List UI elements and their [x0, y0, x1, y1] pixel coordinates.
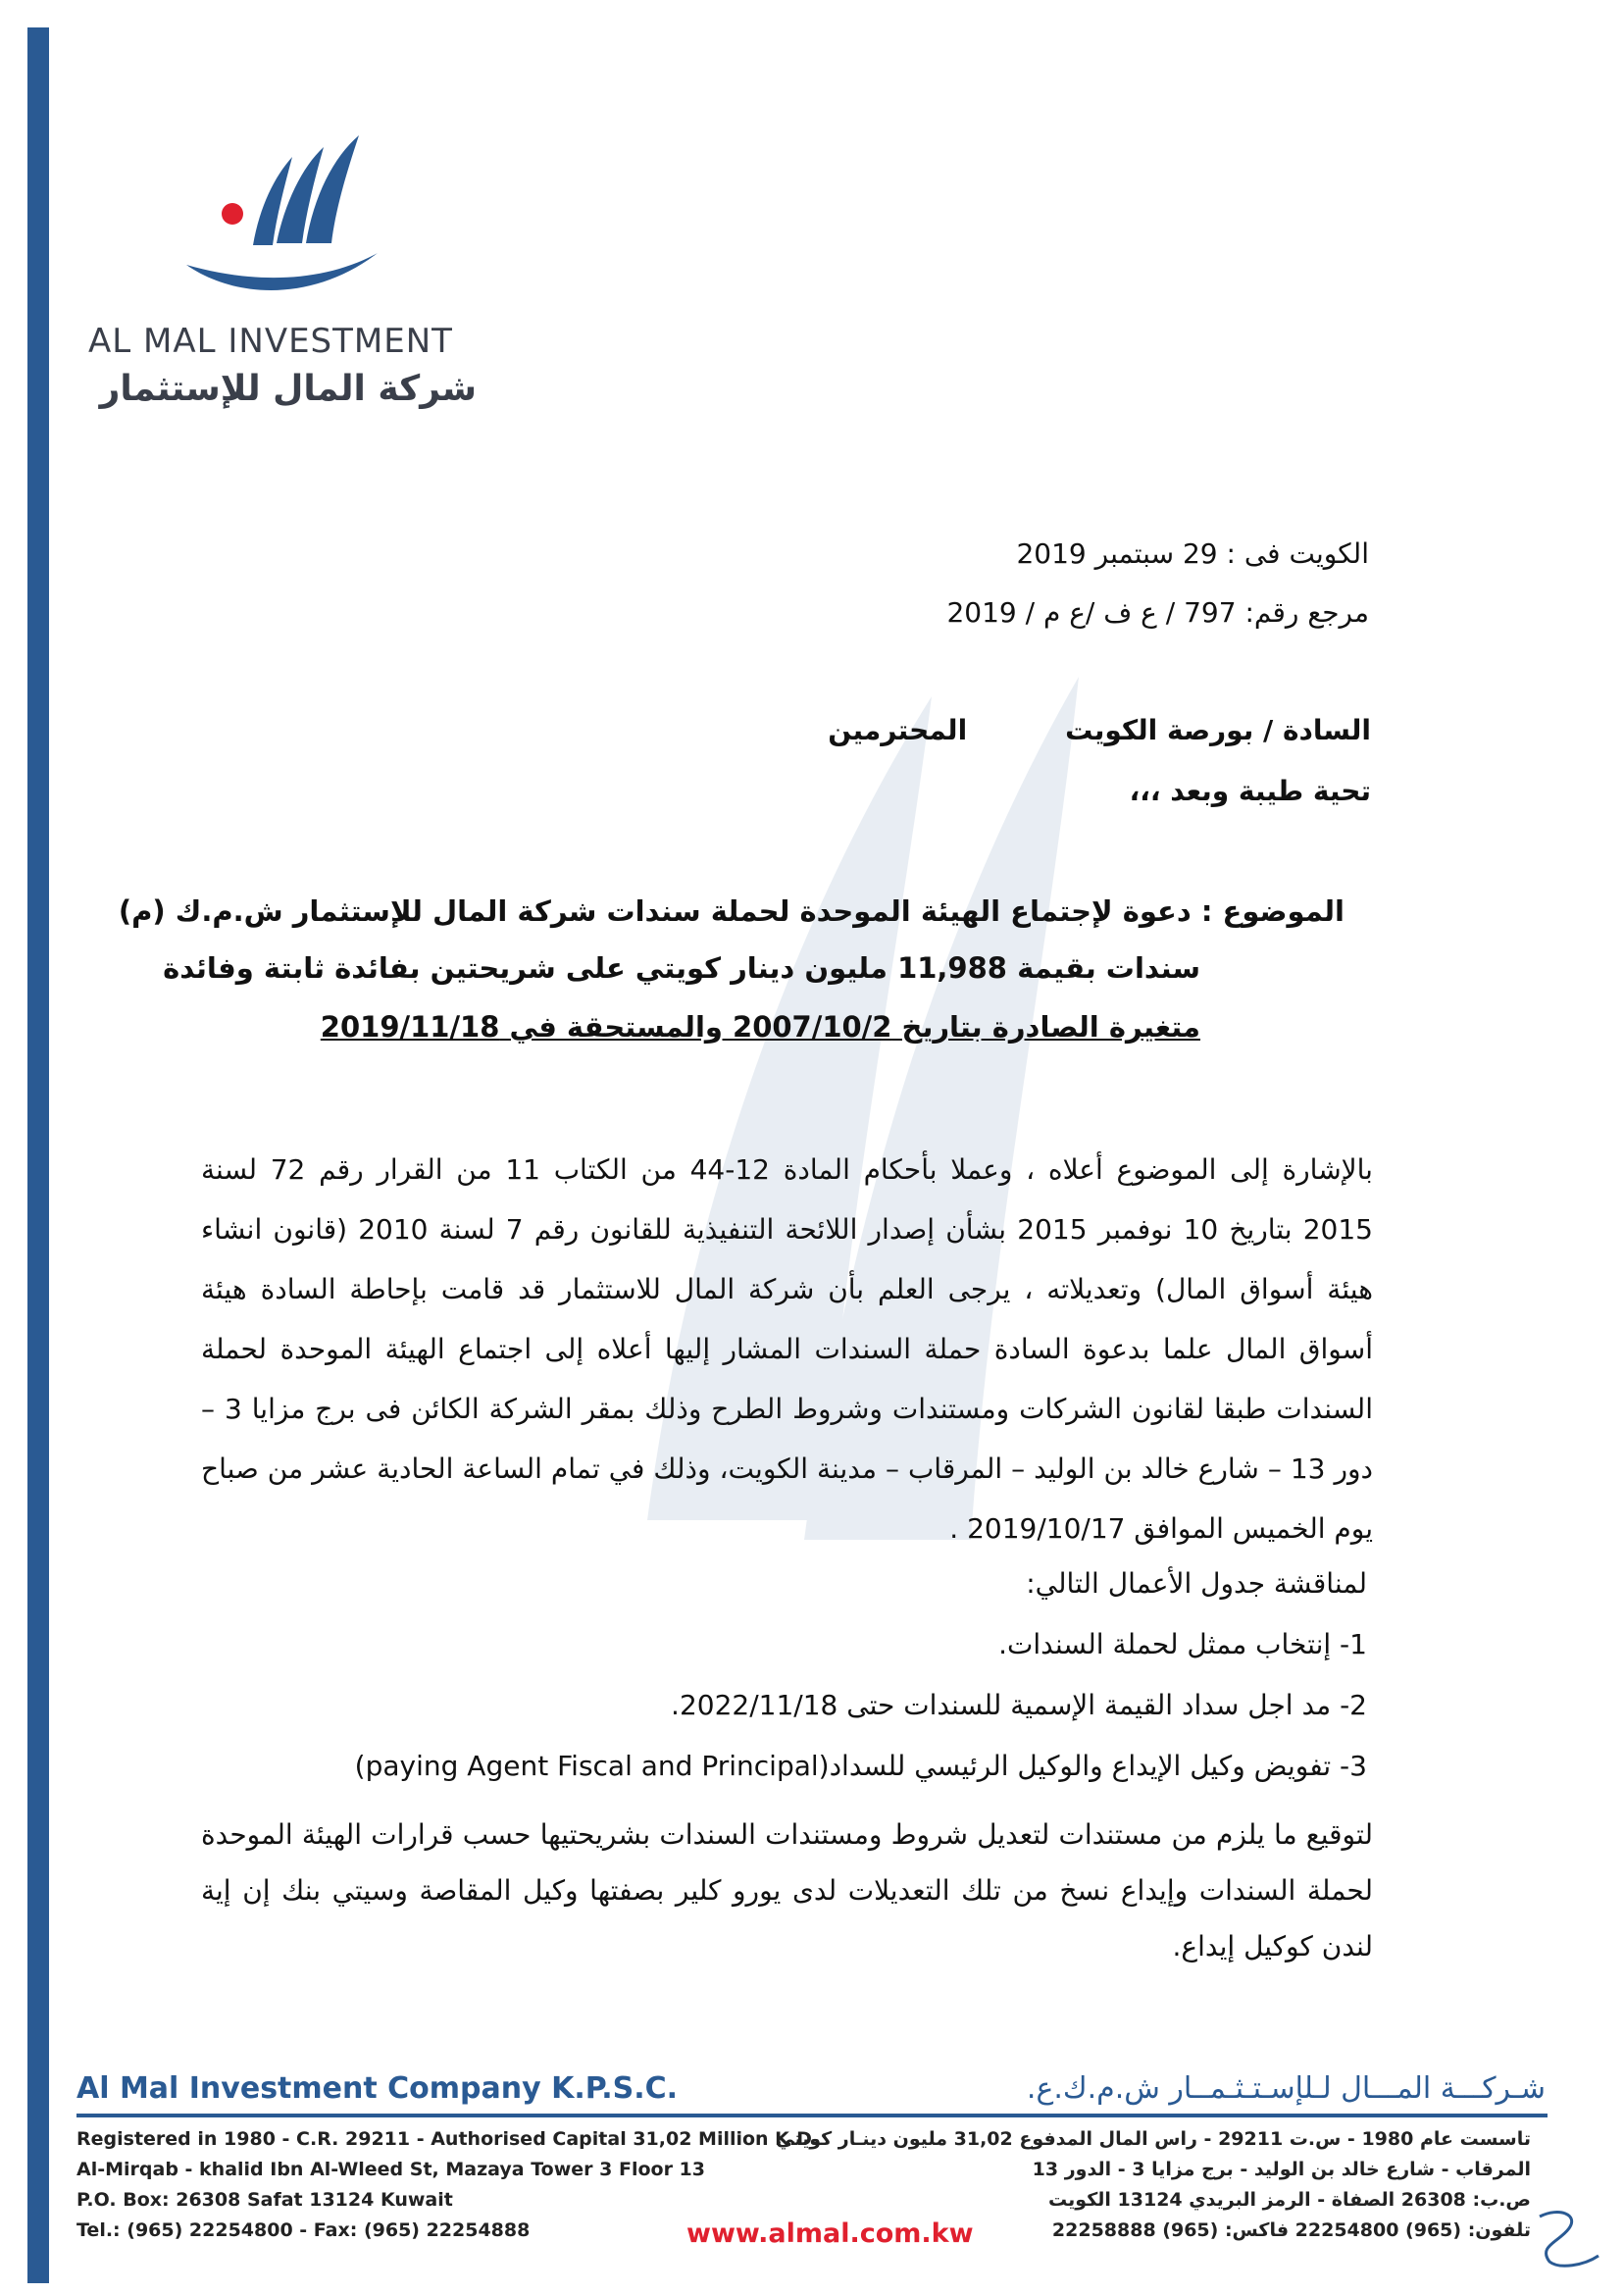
agenda-intro: لمناقشة جدول الأعمال التالي:: [1026, 1567, 1367, 1600]
side-accent-bar: [27, 27, 49, 2283]
agenda-item-2: 2- مد اجل سداد القيمة الإسمية للسندات حتى 2022/11/18.: [671, 1689, 1367, 1721]
footer-ar-line: تلفون: (965) 22254800 فاكس: (965) 22258888: [1051, 2219, 1531, 2241]
footer-ar-line: تاسست عام 1980 - س.ت 29211 - راس المال المدفوع 31,02 مليون دينـار كويتي: [776, 2128, 1531, 2150]
logo-name-en: AL MAL INVESTMENT: [88, 322, 453, 361]
addressee-name: السادة / بورصة الكويت: [1065, 714, 1371, 746]
logo-mark-icon: [167, 127, 382, 314]
letter-date: الكويت فى : 29 سبتمبر 2019: [1016, 537, 1369, 570]
body-paragraph: بالإشارة إلى الموضوع أعلاه ، وعملا بأحكام المادة 12-44 من الكتاب 11 من القرار رقم 72 لسنة 2015 بتاريخ 10 نوفمبر 2015 بشأن إصدار اللائحة التنفيذية للقانون رقم 7 لسنة 2010 (قانون انشاء هيئة أسواق المال) وتعديلاته ، يرجى العلم بأن شركة المال للاستثمار قد قامت بإحاطة السادة هيئة أسواق المال علما بدعوة السادة حملة السندات المشار إليها أعلاه إلى اجتماع الهيئة الموحدة لحملة السندات طبقا لقانون الشركات ومستندات وشروط الطرح وذلك بمقر الشركة الكائن فى برج مزايا 3 – دور 13 – شارع خالد بن الوليد – المرقاب – مدينة الكويت، وذلك في تمام الساعة الحادية عشر من صباح يوم الخميس الموافق 2019/10/17 .: [201, 1153, 1373, 1545]
subject-line-3: متغيرة الصادرة بتاريخ 2007/10/2 والمستحقة في 2019/11/18: [320, 1010, 1200, 1044]
letter-body: [201, 1140, 1373, 1558]
logo-name-ar: شركة المال للإستثمار: [99, 369, 477, 409]
subject-line-1: الموضوع : دعوة لإجتماع الهيئة الموحدة لحملة سندات شركة المال للإستثمار ش.م.ك (م): [118, 894, 1345, 928]
reference-number: مرجع رقم: 797 / ع ف /ع م / 2019: [946, 596, 1369, 629]
footer-en-line: Registered in 1980 - C.R. 29211 - Authorised Capital 31,02 Million K.D.: [76, 2128, 820, 2150]
footer-divider: [76, 2114, 1548, 2117]
addressee: [828, 714, 1371, 746]
corner-swoosh-icon: [1530, 2197, 1608, 2275]
footer-en-line: P.O. Box: 26308 Safat 13124 Kuwait: [76, 2189, 453, 2211]
agenda-item-3-continuation: لتوقيع ما يلزم من مستندات لتعديل شروط ومستندات السندات بشريحتيها حسب قرارات الهيئة الموحدة لحملة السندات وإيداع نسخ من تلك التعديلات لدى يورو كلير بصفتها وكيل المقاصة وسيتي بنك إن إية لندن كوكيل إيداع.: [201, 1818, 1373, 1963]
agenda-item-1: 1- إنتخاب ممثل لحملة السندات.: [998, 1628, 1367, 1660]
footer-ar-line: ص.ب: 26308 الصفاة - الرمز البريدي 13124 الكويت: [1048, 2189, 1531, 2211]
footer-company-en: Al Mal Investment Company K.P.S.C.: [76, 2071, 679, 2106]
footer-website-link[interactable]: www.almal.com.kw: [686, 2218, 974, 2249]
company-logo: [78, 127, 510, 422]
addressee-honorific: المحترمين: [828, 714, 968, 746]
footer-en-line: Tel.: (965) 22254800 - Fax: (965) 22254888: [76, 2219, 531, 2241]
subject-line-2: سندات بقيمة 11,988 مليون دينار كويتي على شريحتين بفائدة ثابتة وفائدة: [163, 951, 1200, 985]
footer-en-line: Al-Mirqab - khalid Ibn Al-Wleed St, Mazaya Tower 3 Floor 13: [76, 2159, 705, 2180]
greeting: تحية طيبة وبعد ،،،: [1129, 775, 1371, 807]
footer-company-ar: شـركـــة المـــال لـلإسـتـثـمــار ش.م.ك.ع.: [1026, 2071, 1546, 2106]
agenda-item-3: 3- تفويض وكيل الإيداع والوكيل الرئيسي للسداد(paying Agent Fiscal and Principal): [354, 1750, 1367, 1782]
footer-ar-line: المرقاب - شارع خالد بن الوليد - برج مزايا 3 - الدور 13: [1032, 2159, 1531, 2180]
